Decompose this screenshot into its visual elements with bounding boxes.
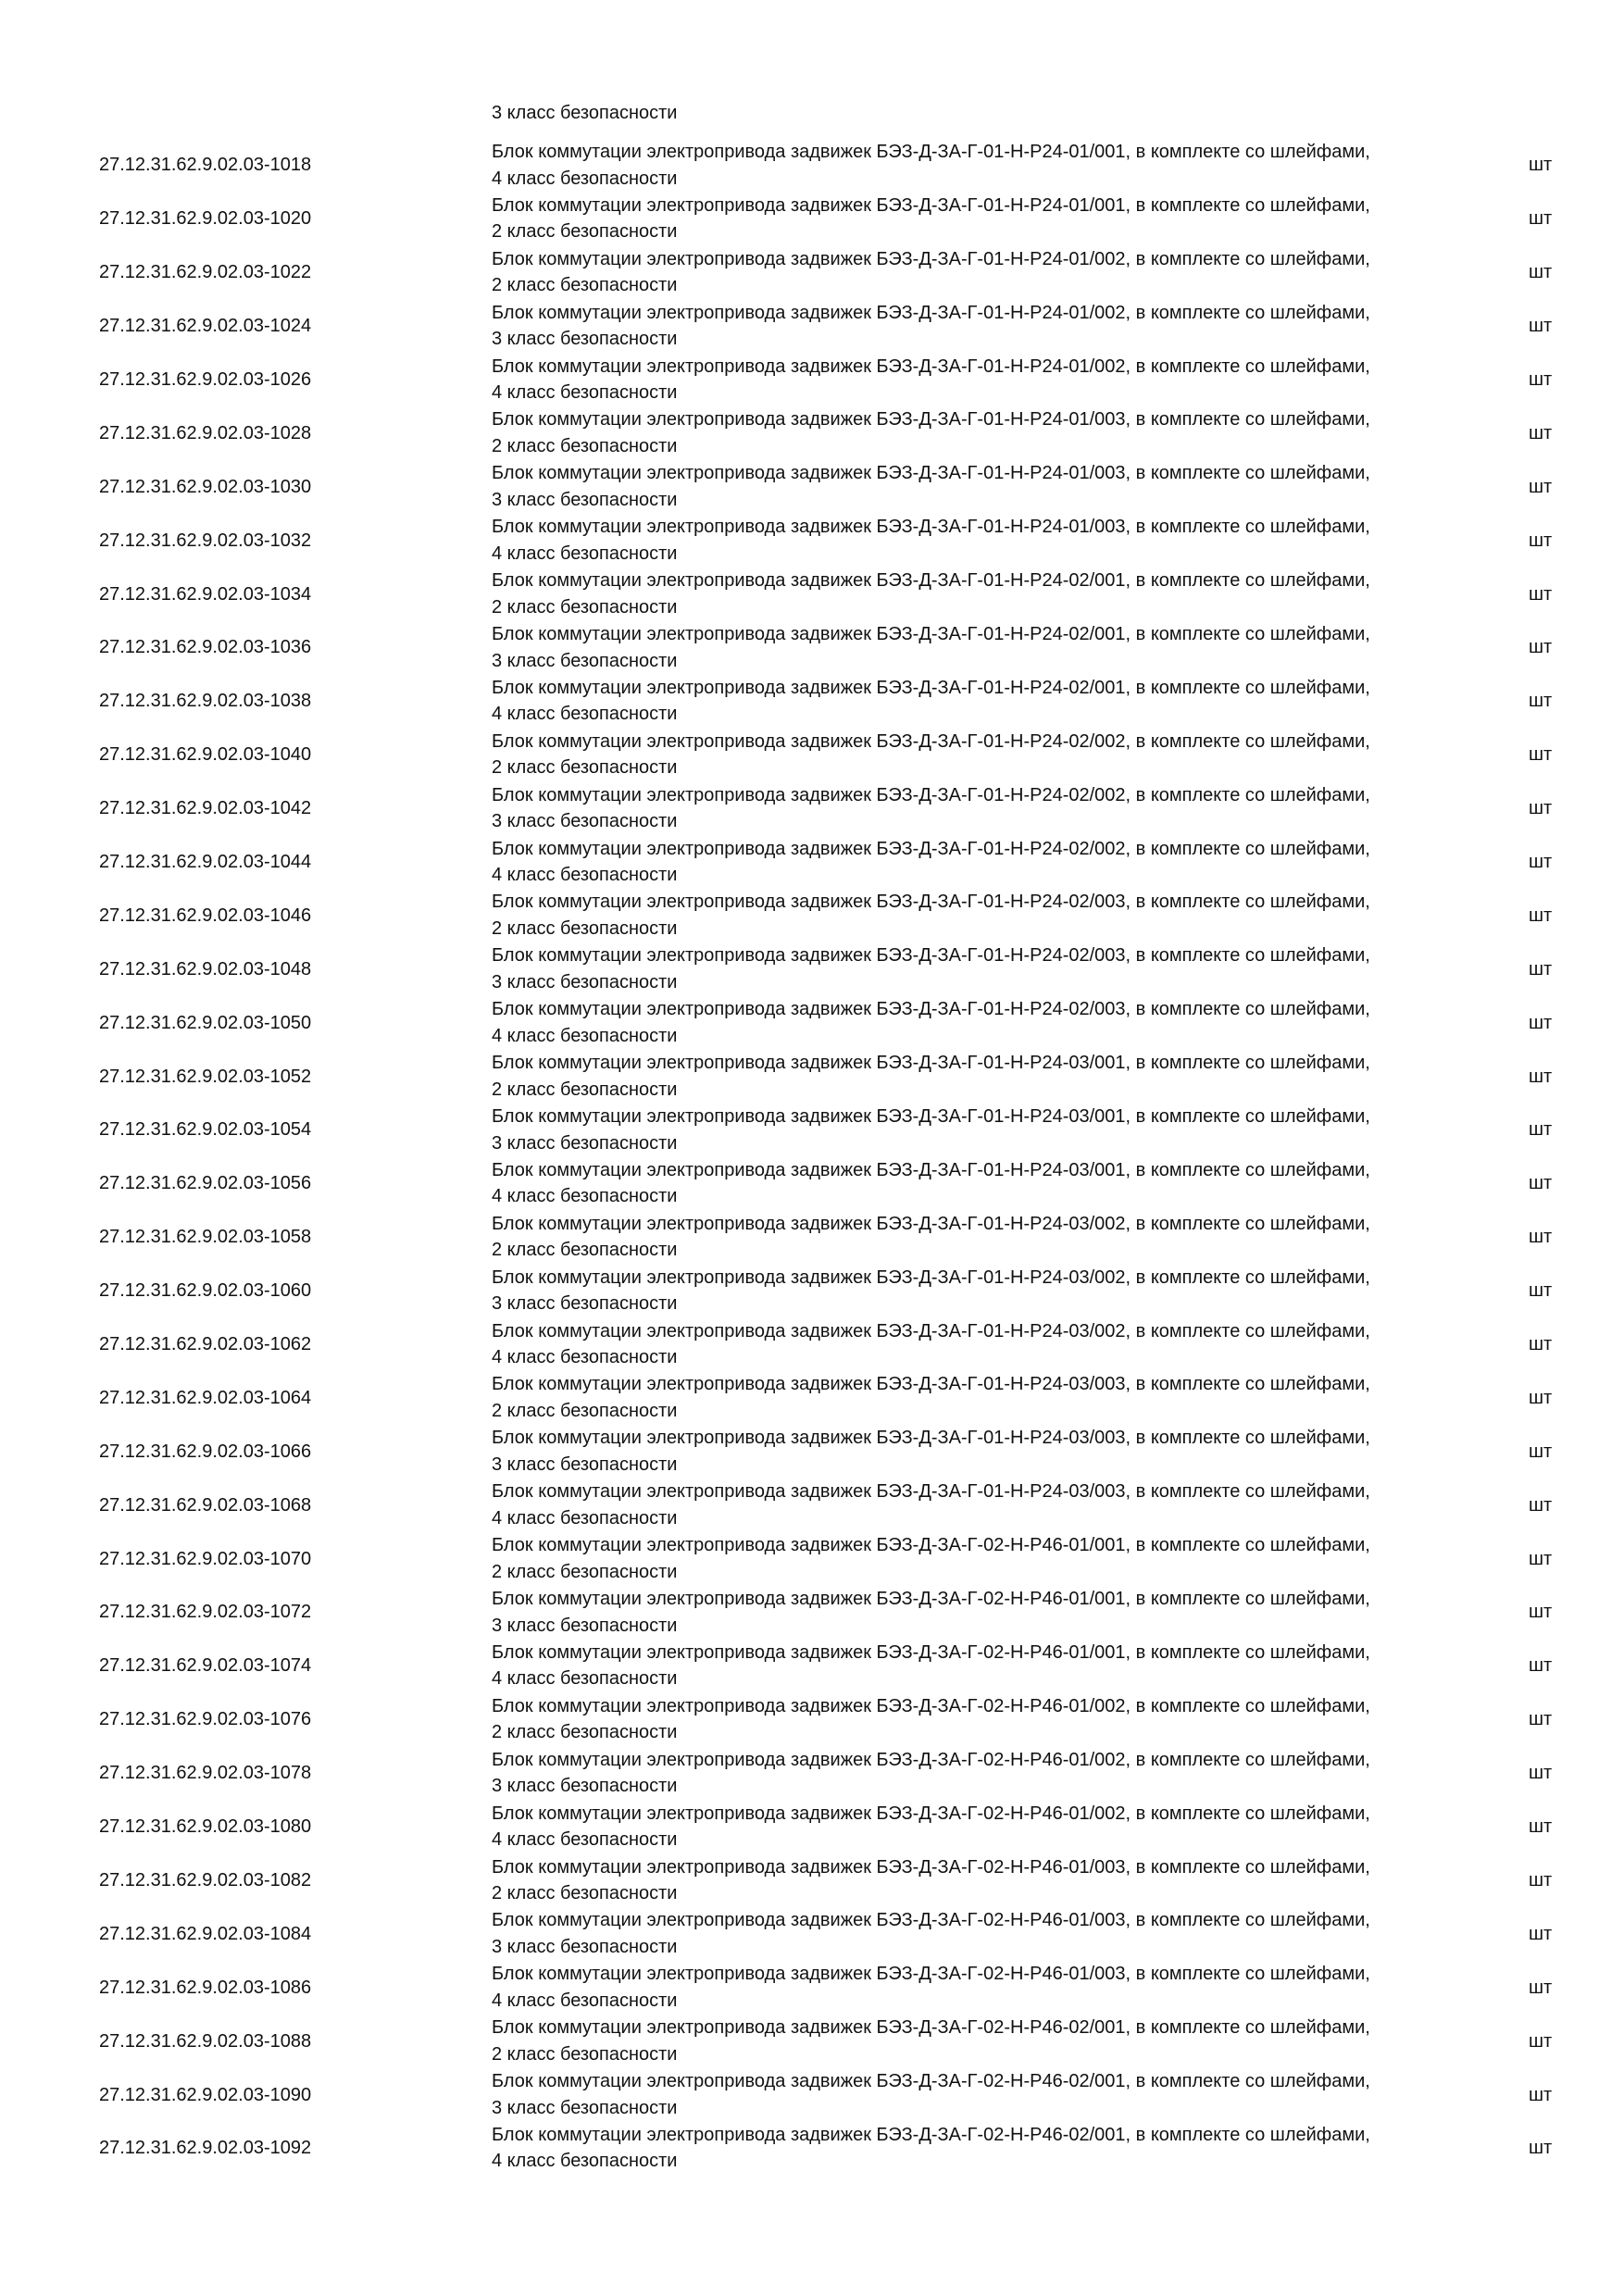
item-description — [492, 621, 1510, 674]
item-description-line1: Блок коммутации электропривода задвижек БЭЗ-Д-ЗА-Г-01-Н-Р24-01/002, в комплекте со шлейфами, — [492, 356, 1370, 377]
item-unit: шт — [1529, 583, 1553, 605]
item-code: 27.12.31.62.9.02.03-1078 — [99, 1763, 312, 1784]
item-description-line1: Блок коммутации электропривода задвижек БЭЗ-Д-ЗА-Г-01-Н-Р24-02/003, в комплекте со шлейфами, — [492, 892, 1370, 913]
item-code: 27.12.31.62.9.02.03-1074 — [99, 1655, 312, 1677]
item-description-line1: Блок коммутации электропривода задвижек БЭЗ-Д-ЗА-Г-01-Н-Р24-03/002, в комплекте со шлейфами, — [492, 1213, 1370, 1234]
item-code: 27.12.31.62.9.02.03-1038 — [99, 691, 312, 712]
table-row — [0, 1640, 1624, 1693]
table-row — [0, 406, 1624, 460]
item-description-line1: Блок коммутации электропривода задвижек БЭЗ-Д-ЗА-Г-02-Н-Р46-01/001, в комплекте со шлейфами, — [492, 1641, 1370, 1663]
item-unit: шт — [1529, 637, 1553, 658]
item-code: 27.12.31.62.9.02.03-1076 — [99, 1709, 312, 1730]
item-description-line1: Блок коммутации электропривода задвижек БЭЗ-Д-ЗА-Г-01-Н-Р24-01/003, в комплекте со шлейфами, — [492, 463, 1370, 484]
table-row — [0, 1479, 1624, 1532]
table-row — [0, 675, 1624, 729]
item-description-line1: Блок коммутации электропривода задвижек БЭЗ-Д-ЗА-Г-01-Н-Р24-01/001, в комплекте со шлейфами, — [492, 142, 1370, 162]
item-description-line1: Блок коммутации электропривода задвижек БЭЗ-Д-ЗА-Г-02-Н-Р46-01/002, в комплекте со шлейфами, — [492, 1749, 1370, 1770]
table-row — [0, 193, 1624, 246]
item-description-line1: Блок коммутации электропривода задвижек БЭЗ-Д-ЗА-Г-01-Н-Р24-01/001, в комплекте со шлейфами, — [492, 194, 1370, 216]
item-unit: шт — [1529, 2030, 1553, 2052]
item-unit: шт — [1529, 262, 1553, 283]
table-row — [0, 1318, 1624, 1372]
item-description — [492, 1693, 1510, 1746]
item-unit: шт — [1529, 476, 1553, 497]
item-description-line2: 3 класс безопасности — [492, 650, 678, 671]
item-description — [492, 139, 1510, 192]
price-table — [0, 139, 1624, 2176]
item-unit: шт — [1529, 1387, 1553, 1408]
item-description — [492, 1479, 1510, 1531]
table-row — [0, 139, 1624, 193]
item-description-line1: Блок коммутации электропривода задвижек БЭЗ-Д-ЗА-Г-01-Н-Р24-02/001, в комплекте со шлейфами, — [492, 624, 1370, 645]
item-unit: шт — [1529, 1227, 1553, 1248]
item-description-line2: 3 класс безопасности — [492, 1132, 678, 1154]
item-description — [492, 1586, 1510, 1639]
item-code: 27.12.31.62.9.02.03-1040 — [99, 744, 312, 766]
item-description-line2: 3 класс безопасности — [492, 971, 678, 992]
item-code: 27.12.31.62.9.02.03-1072 — [99, 1602, 312, 1623]
item-code: 27.12.31.62.9.02.03-1056 — [99, 1173, 312, 1194]
table-row — [0, 996, 1624, 1050]
item-code: 27.12.31.62.9.02.03-1064 — [99, 1387, 312, 1408]
item-description — [492, 406, 1510, 459]
item-unit: шт — [1529, 1816, 1553, 1838]
table-row — [0, 568, 1624, 621]
table-row — [0, 1157, 1624, 1211]
item-description-line1: Блок коммутации электропривода задвижек БЭЗ-Д-ЗА-Г-01-Н-Р24-02/001, в комплекте со шлейфами, — [492, 677, 1370, 698]
table-row — [0, 1801, 1624, 1854]
item-unit: шт — [1529, 1012, 1553, 1033]
item-description — [492, 942, 1510, 995]
item-description — [492, 1961, 1510, 2014]
item-unit: шт — [1529, 208, 1553, 230]
table-row — [0, 729, 1624, 782]
item-code: 27.12.31.62.9.02.03-1058 — [99, 1227, 312, 1248]
item-code: 27.12.31.62.9.02.03-1086 — [99, 1977, 312, 1998]
item-description-line1: Блок коммутации электропривода задвижек БЭЗ-Д-ЗА-Г-01-Н-Р24-02/003, в комплекте со шлейфами, — [492, 999, 1370, 1020]
table-row — [0, 2015, 1624, 2068]
item-description-line2: 3 класс безопасности — [492, 811, 678, 832]
item-description-line2: 2 класс безопасности — [492, 1079, 678, 1100]
item-description — [492, 1265, 1510, 1317]
table-row — [0, 2122, 1624, 2176]
item-description — [492, 1747, 1510, 1800]
item-description — [492, 836, 1510, 889]
item-description — [492, 2122, 1510, 2175]
item-code: 27.12.31.62.9.02.03-1066 — [99, 1441, 312, 1462]
item-unit: шт — [1529, 905, 1553, 926]
table-row — [0, 1586, 1624, 1640]
item-description — [492, 514, 1510, 567]
item-description — [492, 1104, 1510, 1156]
continued-description-line: 3 класс безопасности — [492, 103, 678, 123]
item-description-line2: 3 класс безопасности — [492, 1936, 678, 1957]
item-code: 27.12.31.62.9.02.03-1028 — [99, 422, 312, 443]
item-code: 27.12.31.62.9.02.03-1048 — [99, 958, 312, 980]
item-description-line1: Блок коммутации электропривода задвижек БЭЗ-Д-ЗА-Г-02-Н-Р46-01/003, в комплекте со шлейфами, — [492, 1910, 1370, 1931]
item-unit: шт — [1529, 1655, 1553, 1677]
item-unit: шт — [1529, 1334, 1553, 1355]
item-description-line2: 2 класс безопасности — [492, 596, 678, 618]
item-description-line1: Блок коммутации электропривода задвижек БЭЗ-Д-ЗА-Г-01-Н-Р24-02/001, в комплекте со шлейфами, — [492, 570, 1370, 592]
item-description-line2: 4 класс безопасности — [492, 704, 678, 725]
table-row — [0, 2068, 1624, 2122]
item-description-line1: Блок коммутации электропривода задвижек БЭЗ-Д-ЗА-Г-02-Н-Р46-01/003, в комплекте со шлейфами, — [492, 1964, 1370, 1985]
item-description — [492, 1157, 1510, 1210]
item-description-line2: 2 класс безопасности — [492, 1883, 678, 1903]
item-description-line1: Блок коммутации электропривода задвижек БЭЗ-Д-ЗА-Г-01-Н-Р24-02/003, в комплекте со шлейфами, — [492, 945, 1370, 967]
item-description-line2: 4 класс безопасности — [492, 1347, 678, 1368]
item-unit: шт — [1529, 530, 1553, 551]
item-description-line1: Блок коммутации электропривода задвижек БЭЗ-Д-ЗА-Г-02-Н-Р46-02/001, в комплекте со шлейфами, — [492, 2071, 1370, 2092]
item-code: 27.12.31.62.9.02.03-1052 — [99, 1066, 312, 1087]
item-code: 27.12.31.62.9.02.03-1024 — [99, 316, 312, 337]
item-code: 27.12.31.62.9.02.03-1054 — [99, 1119, 312, 1141]
table-row — [0, 1050, 1624, 1104]
item-description-line2: 2 класс безопасности — [492, 1722, 678, 1743]
item-description-line1: Блок коммутации электропривода задвижек БЭЗ-Д-ЗА-Г-02-Н-Р46-01/001, в комплекте со шлейфами, — [492, 1535, 1370, 1556]
item-description-line1: Блок коммутации электропривода задвижек БЭЗ-Д-ЗА-Г-01-Н-Р24-03/001, в комплекте со шлейфами, — [492, 1106, 1370, 1128]
item-code: 27.12.31.62.9.02.03-1050 — [99, 1012, 312, 1033]
item-code: 27.12.31.62.9.02.03-1036 — [99, 637, 312, 658]
item-description — [492, 300, 1510, 353]
item-description-line1: Блок коммутации электропривода задвижек БЭЗ-Д-ЗА-Г-01-Н-Р24-01/002, в комплекте со шлейфами, — [492, 248, 1370, 269]
item-description — [492, 729, 1510, 781]
item-description — [492, 1640, 1510, 1692]
table-row — [0, 889, 1624, 942]
item-unit: шт — [1529, 1119, 1553, 1141]
item-description-line2: 2 класс безопасности — [492, 1400, 678, 1421]
item-description-line2: 2 класс безопасности — [492, 275, 678, 296]
item-description — [492, 1907, 1510, 1960]
item-description-line2: 2 класс безопасности — [492, 757, 678, 779]
item-description — [492, 354, 1510, 406]
item-description — [492, 1425, 1510, 1478]
item-code: 27.12.31.62.9.02.03-1046 — [99, 905, 312, 926]
table-row — [0, 1104, 1624, 1157]
item-description — [492, 460, 1510, 513]
item-unit: шт — [1529, 2138, 1553, 2159]
item-description — [492, 675, 1510, 728]
item-description-line1: Блок коммутации электропривода задвижек БЭЗ-Д-ЗА-Г-01-Н-Р24-02/002, в комплекте со шлейфами, — [492, 730, 1370, 752]
item-description — [492, 782, 1510, 835]
table-row — [0, 354, 1624, 407]
item-description-line1: Блок коммутации электропривода задвижек БЭЗ-Д-ЗА-Г-01-Н-Р24-03/002, в комплекте со шлейфами, — [492, 1320, 1370, 1341]
item-description-line2: 4 класс безопасности — [492, 543, 678, 564]
table-row — [0, 1265, 1624, 1318]
item-unit: шт — [1529, 852, 1553, 873]
item-code: 27.12.31.62.9.02.03-1080 — [99, 1816, 312, 1838]
item-code: 27.12.31.62.9.02.03-1070 — [99, 1548, 312, 1569]
item-description-line1: Блок коммутации электропривода задвижек БЭЗ-Д-ЗА-Г-01-Н-Р24-02/002, в комплекте со шлейфами, — [492, 784, 1370, 805]
item-description-line1: Блок коммутации электропривода задвижек БЭЗ-Д-ЗА-Г-02-Н-Р46-02/001, в комплекте со шлейфами, — [492, 2124, 1370, 2145]
item-unit: шт — [1529, 691, 1553, 712]
item-description-line2: 4 класс безопасности — [492, 382, 678, 404]
item-code: 27.12.31.62.9.02.03-1030 — [99, 476, 312, 497]
item-unit: шт — [1529, 798, 1553, 819]
item-description-line1: Блок коммутации электропривода задвижек БЭЗ-Д-ЗА-Г-01-Н-Р24-03/003, в комплекте со шлейфами, — [492, 1428, 1370, 1449]
item-description-line2: 2 класс безопасности — [492, 1240, 678, 1261]
item-description-line1: Блок коммутации электропривода задвижек БЭЗ-Д-ЗА-Г-01-Н-Р24-01/003, в комплекте со шлейфами, — [492, 409, 1370, 430]
item-description-line2: 4 класс безопасности — [492, 2151, 678, 2172]
item-description-line1: Блок коммутации электропривода задвижек БЭЗ-Д-ЗА-Г-02-Н-Р46-01/001, в комплекте со шлейфами, — [492, 1589, 1370, 1610]
item-unit: шт — [1529, 155, 1553, 176]
item-description — [492, 2068, 1510, 2121]
item-description-line2: 3 класс безопасности — [492, 1293, 678, 1315]
item-description — [492, 1211, 1510, 1264]
table-row — [0, 246, 1624, 300]
item-description-line1: Блок коммутации электропривода задвижек БЭЗ-Д-ЗА-Г-01-Н-Р24-03/001, в комплекте со шлейфами, — [492, 1053, 1370, 1074]
item-description-line2: 2 класс безопасности — [492, 2043, 678, 2065]
item-code: 27.12.31.62.9.02.03-1032 — [99, 530, 312, 551]
table-row — [0, 1693, 1624, 1747]
item-description-line2: 3 класс безопасности — [492, 1776, 678, 1797]
item-unit: шт — [1529, 1066, 1553, 1087]
item-description-line2: 2 класс безопасности — [492, 1561, 678, 1582]
item-description-line2: 2 класс безопасности — [492, 221, 678, 243]
item-description-line2: 4 класс безопасности — [492, 1186, 678, 1207]
item-unit: шт — [1529, 1602, 1553, 1623]
item-unit: шт — [1529, 1494, 1553, 1516]
item-description-line2: 4 класс безопасности — [492, 1025, 678, 1046]
item-code: 27.12.31.62.9.02.03-1090 — [99, 2084, 312, 2105]
item-description — [492, 1318, 1510, 1371]
item-unit: шт — [1529, 422, 1553, 443]
item-code: 27.12.31.62.9.02.03-1060 — [99, 1280, 312, 1302]
table-row — [0, 782, 1624, 836]
item-unit: шт — [1529, 1173, 1553, 1194]
item-description-line1: Блок коммутации электропривода задвижек БЭЗ-Д-ЗА-Г-01-Н-Р24-01/002, в комплекте со шлейфами, — [492, 302, 1370, 323]
item-unit: шт — [1529, 1763, 1553, 1784]
item-description-line2: 4 класс безопасности — [492, 1990, 678, 2011]
item-unit: шт — [1529, 1977, 1553, 1998]
item-code: 27.12.31.62.9.02.03-1026 — [99, 369, 312, 390]
table-row — [0, 1747, 1624, 1801]
table-row — [0, 942, 1624, 996]
item-unit: шт — [1529, 1709, 1553, 1730]
item-description-line2: 3 класс безопасности — [492, 489, 678, 510]
item-unit: шт — [1529, 316, 1553, 337]
item-description — [492, 996, 1510, 1049]
item-description-line2: 4 класс безопасности — [492, 1829, 678, 1851]
item-description-line2: 4 класс безопасности — [492, 1668, 678, 1690]
table-row — [0, 1532, 1624, 1586]
item-unit: шт — [1529, 958, 1553, 980]
item-description-line1: Блок коммутации электропривода задвижек БЭЗ-Д-ЗА-Г-01-Н-Р24-02/002, в комплекте со шлейфами, — [492, 838, 1370, 859]
item-code: 27.12.31.62.9.02.03-1034 — [99, 583, 312, 605]
item-description-line1: Блок коммутации электропривода задвижек БЭЗ-Д-ЗА-Г-02-Н-Р46-01/003, в комплекте со шлейфами, — [492, 1856, 1370, 1878]
table-row — [0, 1371, 1624, 1425]
item-unit: шт — [1529, 1280, 1553, 1302]
item-description-line1: Блок коммутации электропривода задвижек БЭЗ-Д-ЗА-Г-01-Н-Р24-03/003, в комплекте со шлейфами, — [492, 1481, 1370, 1503]
table-row — [0, 836, 1624, 890]
table-row — [0, 1907, 1624, 1961]
item-code: 27.12.31.62.9.02.03-1018 — [99, 155, 312, 176]
item-description — [492, 246, 1510, 299]
table-row — [0, 1961, 1624, 2015]
item-unit: шт — [1529, 1923, 1553, 1944]
item-description — [492, 1854, 1510, 1907]
item-description-line1: Блок коммутации электропривода задвижек БЭЗ-Д-ЗА-Г-01-Н-Р24-03/001, в комплекте со шлейфами, — [492, 1159, 1370, 1180]
item-description-line1: Блок коммутации электропривода задвижек БЭЗ-Д-ЗА-Г-02-Н-Р46-01/002, в комплекте со шлейфами, — [492, 1803, 1370, 1824]
item-code: 27.12.31.62.9.02.03-1022 — [99, 262, 312, 283]
item-description-line2: 4 класс безопасности — [492, 1507, 678, 1529]
item-code: 27.12.31.62.9.02.03-1092 — [99, 2138, 312, 2159]
item-code: 27.12.31.62.9.02.03-1062 — [99, 1334, 312, 1355]
table-row — [0, 1425, 1624, 1479]
item-code: 27.12.31.62.9.02.03-1044 — [99, 852, 312, 873]
item-code: 27.12.31.62.9.02.03-1088 — [99, 2030, 312, 2052]
item-description — [492, 1371, 1510, 1424]
table-row — [0, 621, 1624, 675]
item-description-line2: 4 класс безопасности — [492, 168, 678, 189]
table-row — [0, 460, 1624, 514]
table-row — [0, 1854, 1624, 1908]
item-description-line2: 3 класс безопасности — [492, 1615, 678, 1636]
item-description-line1: Блок коммутации электропривода задвижек БЭЗ-Д-ЗА-Г-01-Н-Р24-01/003, в комплекте со шлейфами, — [492, 517, 1370, 538]
item-code: 27.12.31.62.9.02.03-1082 — [99, 1869, 312, 1890]
item-description — [492, 193, 1510, 245]
item-unit: шт — [1529, 1548, 1553, 1569]
item-code: 27.12.31.62.9.02.03-1084 — [99, 1923, 312, 1944]
item-description — [492, 1532, 1510, 1585]
table-row — [0, 1211, 1624, 1265]
item-code: 27.12.31.62.9.02.03-1020 — [99, 208, 312, 230]
item-description-line2: 3 класс безопасности — [492, 1454, 678, 1475]
item-description — [492, 889, 1510, 942]
item-description-line1: Блок коммутации электропривода задвижек БЭЗ-Д-ЗА-Г-01-Н-Р24-03/002, в комплекте со шлейфами, — [492, 1267, 1370, 1288]
item-unit: шт — [1529, 1869, 1553, 1890]
item-unit: шт — [1529, 369, 1553, 390]
item-unit: шт — [1529, 744, 1553, 766]
item-unit: шт — [1529, 2084, 1553, 2105]
item-description — [492, 2015, 1510, 2067]
item-description — [492, 1050, 1510, 1103]
item-description-line1: Блок коммутации электропривода задвижек БЭЗ-Д-ЗА-Г-02-Н-Р46-02/001, в комплекте со шлейфами, — [492, 2017, 1370, 2039]
item-description — [492, 568, 1510, 620]
table-row — [0, 514, 1624, 568]
item-description-line2: 3 класс безопасности — [492, 329, 678, 350]
table-row — [0, 300, 1624, 354]
item-description-line2: 2 класс безопасности — [492, 435, 678, 456]
item-description-line1: Блок коммутации электропривода задвижек БЭЗ-Д-ЗА-Г-01-Н-Р24-03/003, в комплекте со шлейфами, — [492, 1374, 1370, 1395]
item-code: 27.12.31.62.9.02.03-1068 — [99, 1494, 312, 1516]
item-unit: шт — [1529, 1441, 1553, 1462]
item-description-line2: 4 класс безопасности — [492, 865, 678, 886]
item-description — [492, 1801, 1510, 1853]
item-description-line1: Блок коммутации электропривода задвижек БЭЗ-Д-ЗА-Г-02-Н-Р46-01/002, в комплекте со шлейфами, — [492, 1695, 1370, 1716]
item-description-line2: 3 класс безопасности — [492, 2097, 678, 2118]
item-description-line2: 2 класс безопасности — [492, 917, 678, 939]
item-code: 27.12.31.62.9.02.03-1042 — [99, 798, 312, 819]
